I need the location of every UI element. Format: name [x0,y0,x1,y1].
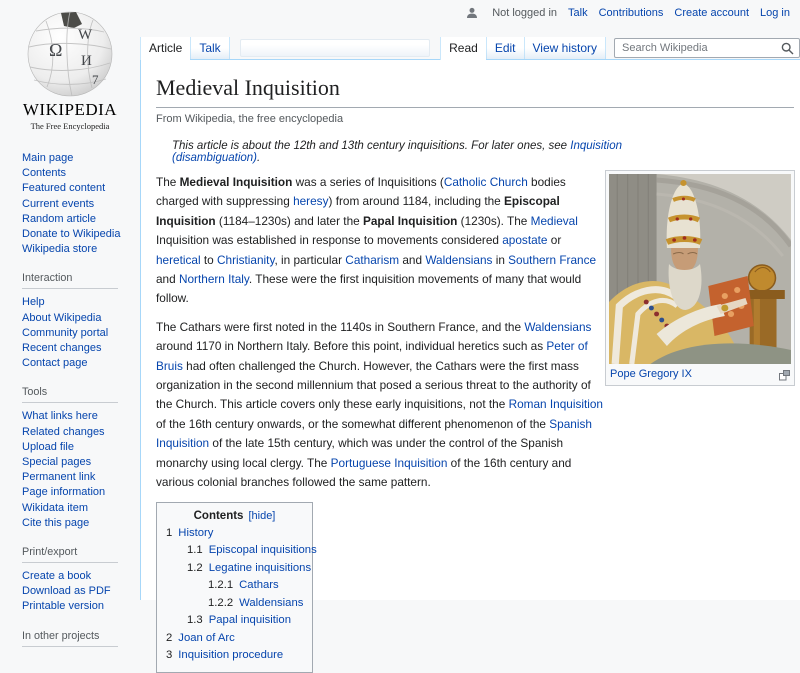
list-item [22,295,140,310]
tabbar-background-panel [240,39,430,57]
toc-number: 1.1 [187,544,203,556]
toc-items [166,526,317,662]
tab-label[interactable]: Article [149,41,183,55]
globe-letter: 7 [92,72,99,87]
personal-link-create-account[interactable]: Create account [674,7,750,19]
list-item [22,326,140,341]
sidebar-item-main-page[interactable]: Main page [22,152,74,164]
pope-gregory-ix-image[interactable] [609,174,791,364]
sidebar-section [22,272,140,371]
sidebar-item-download-as-pdf[interactable]: Download as PDF [22,585,111,598]
list-item [22,212,140,227]
toc-hide-toggle[interactable]: [hide] [248,509,276,522]
toc-entry-legatine-inquisitions[interactable] [166,561,312,575]
sidebar-item-related-changes[interactable]: Related changes [22,425,105,438]
list-item [22,599,140,614]
thumbnail-caption [609,364,791,382]
puzzle-globe-icon [26,10,114,98]
sidebar-item-upload-file[interactable]: Upload file [22,440,74,453]
wiki-link-waldensians[interactable]: Waldensians [425,252,493,267]
wiki-link-peter-of-bruis[interactable]: Peter of Bruis [156,339,588,373]
text: in [492,252,509,267]
sidebar-section [22,386,140,531]
wiki-link-waldensians[interactable]: Waldensians [524,319,592,334]
tab-read[interactable] [440,37,486,61]
sidebar-item-current-events[interactable]: Current events [22,197,95,210]
thumbnail-box [605,170,795,386]
globe-letter: Ω [49,40,63,60]
toc-link[interactable]: Cathars [239,579,279,591]
wiki-link-catholic-church[interactable]: Catholic Church [443,175,528,189]
toc-number: 3 [166,649,173,661]
hatnote [172,140,642,164]
text: to [200,252,217,267]
wiki-link-heretical[interactable]: heretical [156,252,201,267]
toc-link[interactable]: Legatine inquisitions [208,561,312,574]
toc-title: Contents [193,509,244,522]
list-item [22,181,140,196]
toc-link[interactable]: History [178,526,214,539]
namespace-tabs [140,37,230,59]
list-item [22,501,140,516]
sidebar-item-page-information[interactable]: Page information [22,486,106,499]
text: had often challenged the Church. However, the Cathars were the first mass organization in the second millennium that posed a serious threat to the authority of the Church. This article covers only these early inquisitions, not the [156,358,591,412]
wiki-link-catharism[interactable]: Catharism [345,252,400,267]
list-item [22,569,140,584]
bold-text: Papal Inquisition [363,213,458,228]
caption-link[interactable]: Pope Gregory IX [610,368,692,380]
list-item [22,516,140,531]
page-title: Medieval Inquisition [156,75,794,108]
wiki-link-medieval[interactable]: Medieval [530,213,578,228]
personal-bar [466,7,790,19]
wikipedia-logo[interactable] [0,10,140,131]
toc-entry-inquisition-procedure[interactable] [166,649,303,662]
text: ) from around 1184, including the [328,194,505,209]
sidebar-item-recent-changes[interactable]: Recent changes [22,342,102,355]
text: around 1170 in Northern Italy. Before this point, individual heretics such as [156,339,547,354]
paragraph-2 [156,318,608,493]
toc-entry-history[interactable] [166,527,303,540]
magnify-icon[interactable] [779,370,790,381]
sidebar-item-wikidata-item[interactable]: Wikidata item [22,501,89,514]
sidebar-item-create-a-book[interactable]: Create a book [22,570,92,583]
globe-letter: W [78,27,93,43]
wiki-link-inquisition-disambiguation[interactable]: Inquisition (disambiguation) [172,140,623,164]
toc-entry-waldensians[interactable] [166,597,303,610]
table-of-contents [156,502,317,673]
list-item [22,341,140,356]
text: of the late 15th century, which was under the control of the Spanish monarchy using local clergy. The [156,436,564,470]
text: bodies charged with suppressing [156,175,566,209]
toc-header [166,510,303,522]
text: of the 16th century onwards, or the somewhat different phenomenon of the [156,416,550,431]
wiki-link-apostate[interactable]: apostate [502,233,548,248]
toc-link[interactable]: Episcopal inquisitions [208,544,317,556]
sidebar-item-wikipedia-store[interactable]: Wikipedia store [22,243,98,256]
list-item [22,227,140,242]
list-item [22,455,140,470]
wiki-link-heresy[interactable]: heresy [293,194,329,209]
personal-link-talk[interactable]: Talk [568,7,588,19]
text: (1184–1230s) and later the [215,213,363,228]
globe-letter: И [81,53,92,69]
view-tabs [440,37,606,59]
sidebar-item-what-links-here[interactable]: What links here [22,410,98,423]
tab-bar [140,37,800,60]
site-subtitle: From Wikipedia, the free encyclopedia [156,113,344,125]
list-item [22,485,140,500]
wiki-link-southern-france[interactable]: Southern France [508,252,597,267]
sidebar-heading-in-other-projects: In other projects [22,630,118,647]
wiki-link-portuguese-inquisition[interactable]: Portuguese Inquisition [330,455,448,470]
text: or [547,233,562,248]
sidebar-heading-interaction: Interaction [22,272,118,289]
toc-number: 1.2.1 [208,579,234,591]
list-item [22,356,140,371]
wiki-link-christianity[interactable]: Christianity [217,252,275,267]
sidebar-nav [0,151,140,647]
logo-wordmark: WIKIPEDIA [22,100,118,119]
toc-link[interactable]: Waldensians [239,596,304,609]
wiki-link-spanish-inquisition[interactable]: Spanish Inquisition [156,416,592,451]
sidebar-item-help[interactable]: Help [22,296,45,309]
user-icon [466,7,478,19]
text: (1230s). The [457,213,531,228]
tab-label[interactable]: Talk [199,41,221,55]
tab-view-history[interactable] [524,37,606,59]
toc-entry-cathars[interactable] [166,579,303,592]
wiki-link-roman-inquisition[interactable]: Roman Inquisition [508,397,603,412]
paragraph-1 [156,173,608,309]
toc-link[interactable]: Papal inquisition [208,614,291,626]
sidebar-item-featured-content[interactable]: Featured content [22,182,106,195]
personal-links [568,7,790,19]
sidebar-section [22,151,140,257]
toc-number: 1 [166,526,173,539]
toc-link[interactable]: Joan of Arc [178,631,235,644]
toc-entry-papal-inquisition[interactable] [166,614,303,627]
search-box[interactable] [614,38,800,58]
text: . [257,152,261,164]
toc-number: 1.3 [187,614,203,626]
list-item [22,584,140,599]
list-item [22,311,140,326]
sidebar-heading-print-export: Print/export [22,546,118,563]
list-item [22,166,140,181]
sidebar-item-about-wikipedia[interactable]: About Wikipedia [22,311,102,324]
sidebar-item-permanent-link[interactable]: Permanent link [22,471,96,484]
wiki-link-northern-italy[interactable]: Northern Italy [178,272,249,287]
tab-article[interactable] [140,37,190,61]
toc-entry-joan-of-arc[interactable] [166,632,303,645]
text: of the 16th century and various colonial branches followed the same pattern. [156,455,572,490]
text: . These were the first inquisition movements of many that would follow. [156,272,582,306]
list-item [22,425,140,440]
list-item [22,151,140,166]
tab-label[interactable]: Read [449,41,478,55]
sidebar-section [22,630,140,647]
list-item [22,440,140,455]
list-item [22,242,140,257]
sidebar-item-printable-version[interactable]: Printable version [22,600,104,613]
text: Inquisition was established in response to movements considered [156,233,503,248]
personal-link-log-in[interactable]: Log in [760,7,790,19]
bold-text: Episcopal Inquisition [156,194,560,228]
toc-number: 1.2.2 [208,596,234,609]
text: The Cathars were first noted in the 1140s in Southern France, and the [156,319,525,334]
text: , in particular [274,252,346,267]
bold-text: Medieval Inquisition [179,175,293,189]
tab-talk[interactable] [190,37,229,59]
sidebar [0,0,140,653]
toc-link[interactable]: Inquisition procedure [178,649,284,661]
list-item [22,409,140,424]
text: The [156,175,180,189]
list-item [22,470,140,485]
personal-link-contributions[interactable]: Contributions [598,7,664,19]
text: and [399,252,426,267]
sidebar-section [22,546,140,615]
sidebar-item-donate-to-wikipedia[interactable]: Donate to Wikipedia [22,228,121,241]
sidebar-item-contact-page[interactable]: Contact page [22,357,88,370]
toc-number: 2 [166,631,173,644]
login-status: Not logged in [492,7,558,19]
sidebar-item-community-portal[interactable]: Community portal [22,326,109,339]
logo-tagline: The Free Encyclopedia [30,121,110,131]
text: and [156,272,179,287]
toc-entry-episcopal-inquisitions[interactable] [166,544,317,557]
tab-label[interactable]: View history [532,41,597,55]
sidebar-item-contents[interactable]: Contents [22,167,67,180]
text: This article is about the 12th and 13th century inquisitions. For later ones, see [172,140,571,152]
sidebar-item-cite-this-page[interactable]: Cite this page [22,516,90,529]
article-content [140,60,800,661]
search-icon[interactable] [781,42,794,55]
tab-label[interactable]: Edit [494,41,516,55]
sidebar-item-random-article[interactable]: Random article [22,212,96,225]
list-item [22,197,140,212]
text: was a series of Inquisitions ( [292,175,444,189]
tab-edit[interactable] [486,37,524,59]
sidebar-heading-tools: Tools [22,386,118,403]
search-input[interactable] [620,41,781,55]
toc-number: 1.2 [187,561,203,574]
sidebar-item-special-pages[interactable]: Special pages [22,456,92,469]
